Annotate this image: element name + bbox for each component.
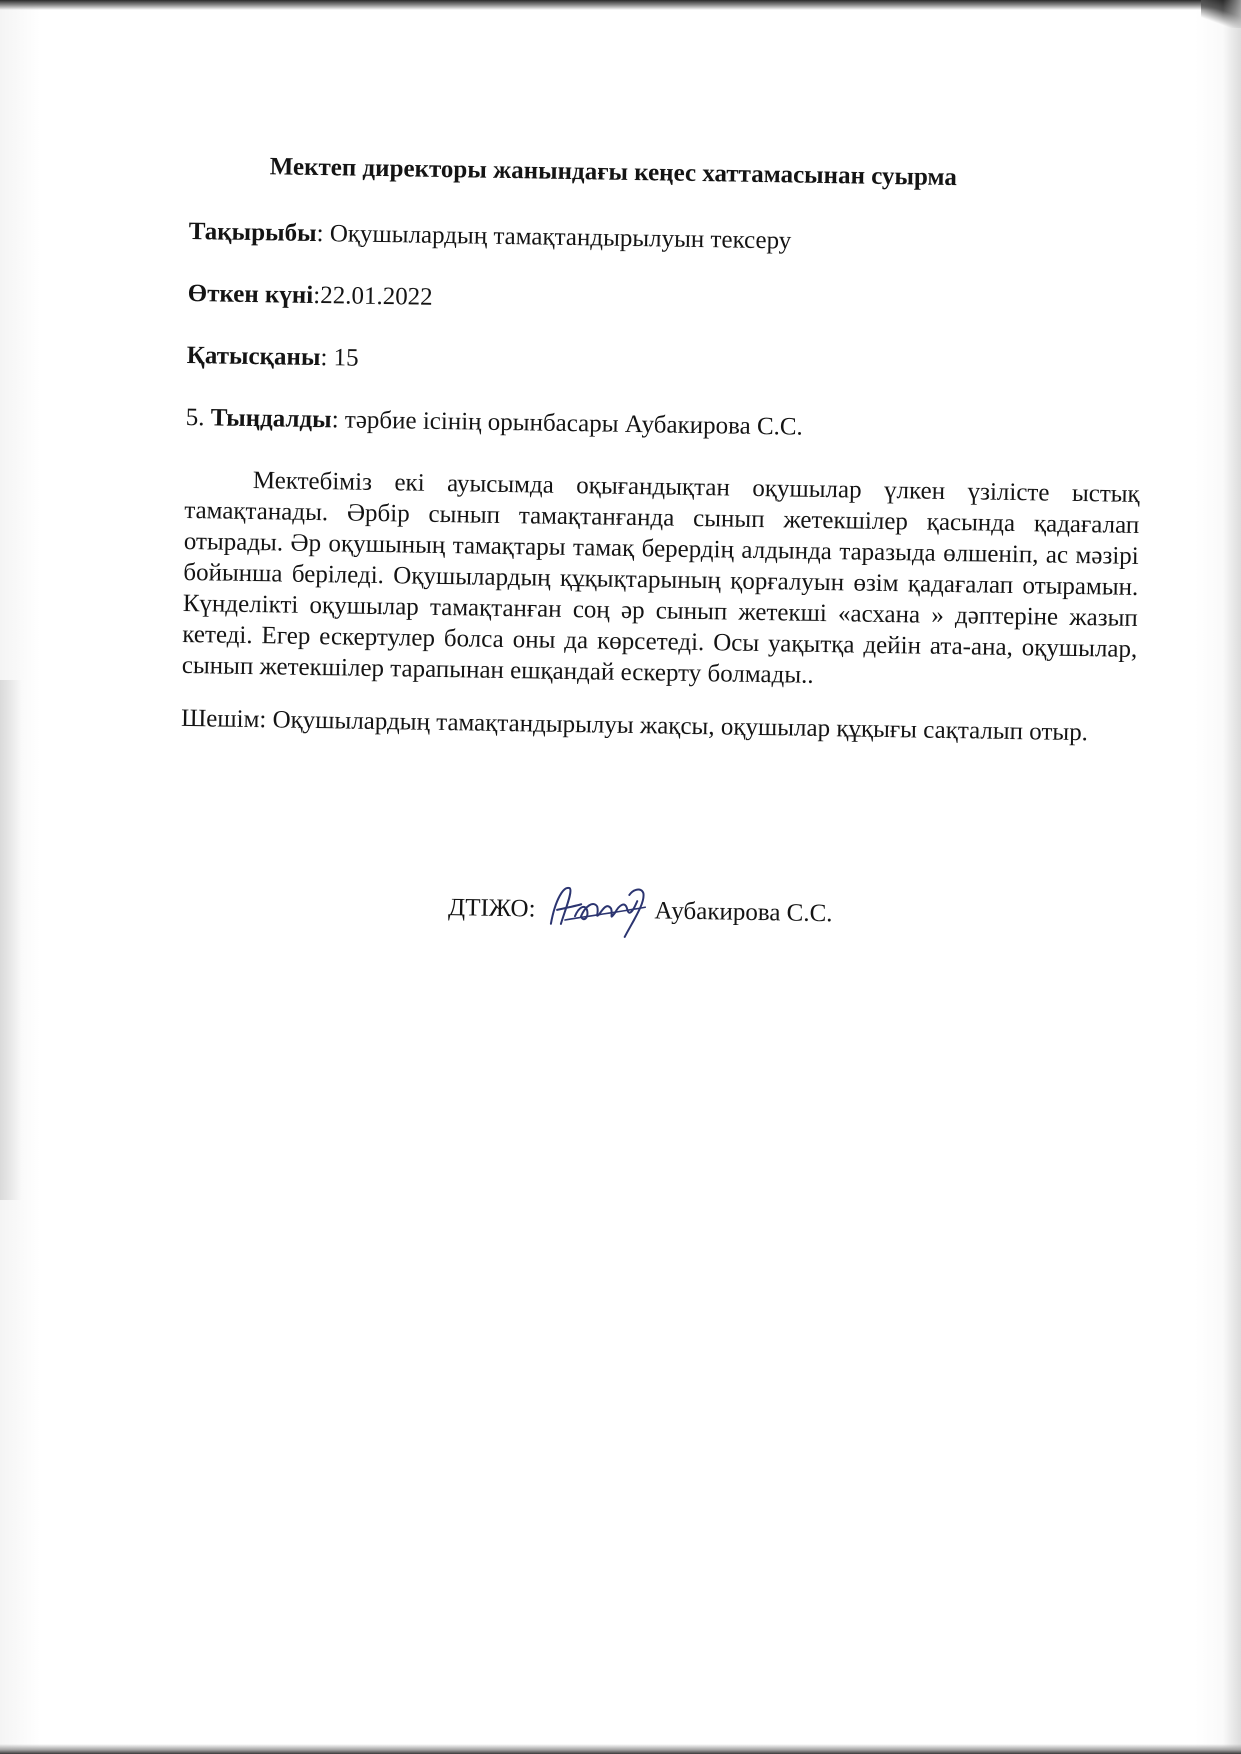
attendance-label: Қатысқаны	[186, 341, 321, 372]
attendance-line	[187, 340, 1142, 387]
scan-edge-bottom	[0, 1744, 1241, 1754]
body-paragraph: Мектебіміз екі ауысымда оқығандықтан оқушылар үлкен үзілісте ыстық тамақтанады. Әрбір сынып тамақтанғанда сынып жетекшілер қасында қадағалап отырады. Әр оқушының тамақтары тамақ берердің алдында таразыда өлшеніп, ас мәзірі бойынша беріледі. Оқушылардың құқықтарының қорғалуын өзім қадағалап отырамын. Күнделікті оқушылар тамақтанған соң әр сынып жетекші «асхана » дәптеріне жазып кетеді. Егер ескертулер болса оны да көрсетеді. Осы уақытқа дейін ата-ана, оқушылар, сынып жетекшілер тарапынан ешқандай ескерту болмады..	[181, 467, 1140, 689]
document-title: Мектеп директоры жанындағы кеңес хаттамасынан суырма	[269, 153, 958, 192]
scan-edge-top	[0, 0, 1241, 10]
heard-value: : тәрбие ісінің орынбасары Аубакирова С.С.	[331, 406, 803, 441]
date-value: :22.01.2022	[313, 281, 433, 311]
heard-number: 5.	[185, 403, 212, 432]
topic-value: : Оқушылардың тамақтандырылуын тексеру	[316, 220, 792, 255]
handwritten-signature-icon	[545, 880, 651, 942]
scan-edge-smudge	[0, 680, 22, 1200]
decision-paragraph: Шешім: Оқушылардың тамақтандырылуы жақсы, оқушылар құқығы сақталып отыр.	[180, 704, 1089, 747]
attendance-value: : 15	[320, 344, 359, 372]
document-content	[178, 150, 1145, 949]
topic-label: Тақырыбы	[188, 217, 317, 247]
heard-line	[186, 402, 1141, 449]
date-label: Өткен күні	[187, 279, 314, 309]
date-line	[187, 278, 1142, 325]
signature-block	[448, 878, 1134, 949]
signature-role: ДТІЖО:	[447, 894, 536, 923]
topic-line	[188, 216, 1143, 263]
signature-name: Аубакирова С.С.	[654, 897, 833, 928]
heard-label: Тыңдалды	[210, 404, 332, 434]
scan-edge-right	[1223, 0, 1241, 1754]
